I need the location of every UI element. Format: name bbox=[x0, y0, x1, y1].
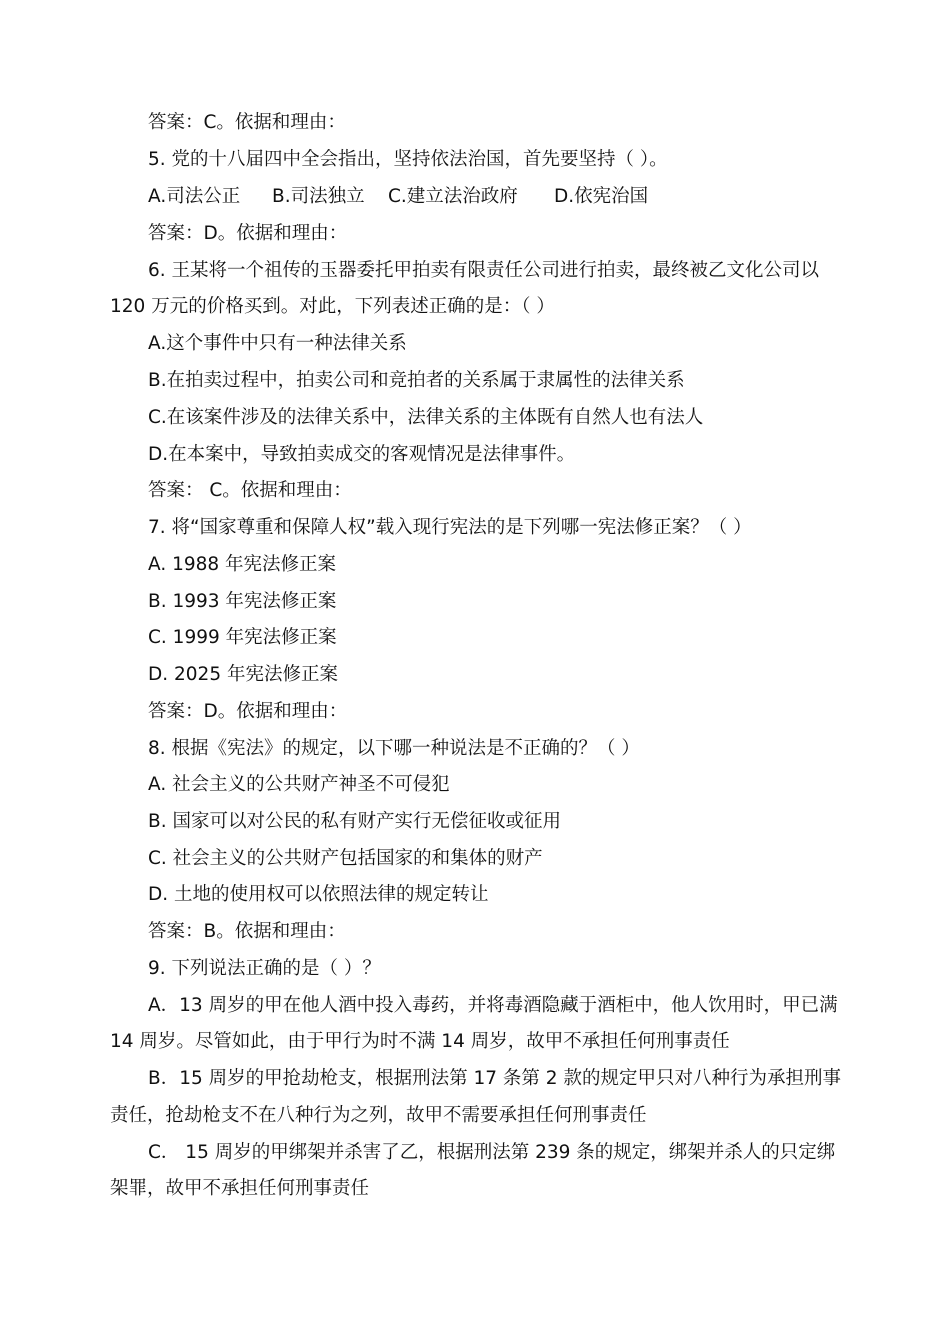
question-9-option-c-cont: 架罪，故甲不承担任何刑事责任 bbox=[110, 1178, 370, 1199]
answer-line-q7: 答案：D。依据和理由： bbox=[148, 701, 348, 722]
question-8-option-a: A. 社会主义的公共财产神圣不可侵犯 bbox=[148, 774, 450, 795]
question-9-option-c: C． 15 周岁的甲绑架并杀害了乙，根据刑法第 239 条的规定，绑架并杀人的只定绑 bbox=[148, 1142, 836, 1163]
answer-line-q4: 答案：C。依据和理由： bbox=[148, 112, 346, 133]
question-9-option-a-cont: 14 周岁。尽管如此，由于甲行为时不满 14 周岁，故甲不承担任何刑事责任 bbox=[110, 1031, 730, 1052]
question-6-option-c: C.在该案件涉及的法律关系中，法律关系的主体既有自然人也有法人 bbox=[148, 407, 704, 428]
question-8-option-b: B. 国家可以对公民的私有财产实行无偿征收或征用 bbox=[148, 811, 561, 832]
answer-line-q5: 答案：D。依据和理由： bbox=[148, 223, 348, 244]
question-6-option-d: D.在本案中，导致拍卖成交的客观情况是法律事件。 bbox=[148, 444, 576, 465]
question-8-option-c: C. 社会主义的公共财产包括国家的和集体的财产 bbox=[148, 848, 543, 869]
question-6-option-b: B.在拍卖过程中，拍卖公司和竞拍者的关系属于隶属性的法律关系 bbox=[148, 370, 685, 391]
question-7-option-a: A. 1988 年宪法修正案 bbox=[148, 554, 337, 575]
option-a: A.司法公正 bbox=[148, 186, 241, 207]
option-d: D.依宪治国 bbox=[554, 186, 649, 207]
question-8-option-d: D. 土地的使用权可以依照法律的规定转让 bbox=[148, 884, 489, 905]
question-6-cont: 120 万元的价格买到。对此，下列表述正确的是：（ ） bbox=[110, 296, 555, 317]
question-6-option-a: A.这个事件中只有一种法律关系 bbox=[148, 333, 407, 354]
option-b: B.司法独立 bbox=[272, 186, 365, 207]
question-6: 6. 王某将一个祖传的玉器委托甲拍卖有限责任公司进行拍卖，最终被乙文化公司以 bbox=[148, 260, 820, 281]
question-7-option-b: B. 1993 年宪法修正案 bbox=[148, 591, 337, 612]
question-9-option-b: B．15 周岁的甲抢劫枪支，根据刑法第 17 条第 2 款的规定甲只对八种行为承担刑事 bbox=[148, 1068, 841, 1089]
question-9-option-a: A．13 周岁的甲在他人酒中投入毒药，并将毒酒隐藏于酒柜中，他人饮用时，甲已满 bbox=[148, 995, 838, 1016]
answer-line-q6: 答案： C。依据和理由： bbox=[148, 480, 352, 501]
question-5-options bbox=[0, 184, 950, 210]
answer-line-q8: 答案：B。依据和理由： bbox=[148, 921, 346, 942]
question-8: 8. 根据《宪法》的规定，以下哪一种说法是不正确的？（ ） bbox=[148, 738, 640, 759]
question-7-option-d: D. 2025 年宪法修正案 bbox=[148, 664, 338, 685]
question-7: 7. 将“国家尊重和保障人权”载入现行宪法的是下列哪一宪法修正案？（ ） bbox=[148, 517, 752, 538]
question-9: 9. 下列说法正确的是（ ）？ bbox=[148, 958, 381, 979]
question-9-option-b-cont: 责任，抢劫枪支不在八种行为之列，故甲不需要承担任何刑事责任 bbox=[110, 1105, 647, 1126]
option-c: C.建立法治政府 bbox=[388, 186, 518, 207]
question-7-option-c: C. 1999 年宪法修正案 bbox=[148, 627, 337, 648]
question-5: 5. 党的十八届四中全会指出，坚持依法治国，首先要坚持（ ）。 bbox=[148, 149, 668, 170]
